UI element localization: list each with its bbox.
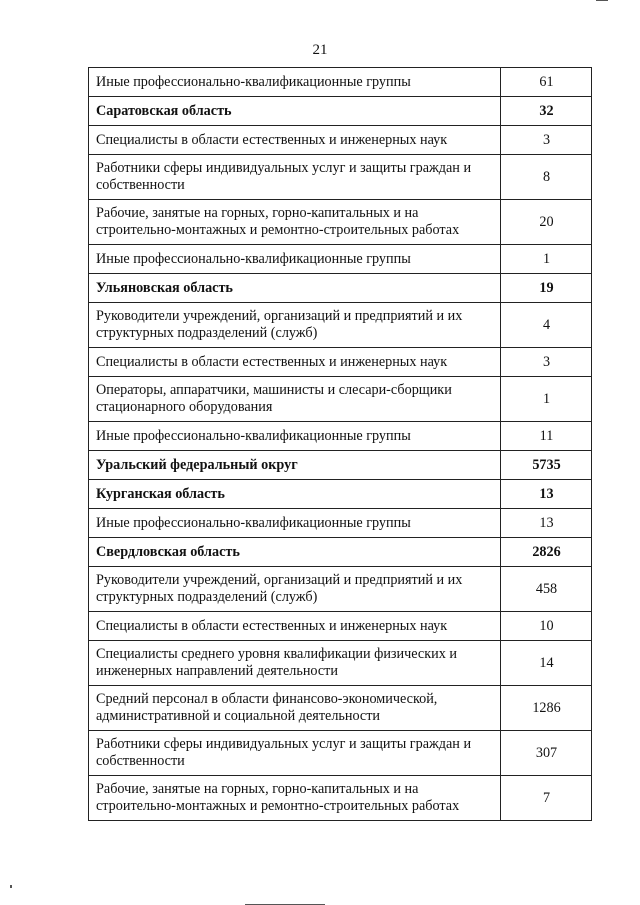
row-value: 32 bbox=[501, 97, 592, 126]
table-row bbox=[89, 274, 592, 303]
row-label: Работники сферы индивидуальных услуг и защиты граждан и собственности bbox=[89, 731, 501, 776]
table-body bbox=[89, 68, 592, 821]
table-row bbox=[89, 126, 592, 155]
row-label: Руководители учреждений, организаций и предприятий и их структурных подразделений (служб) bbox=[89, 303, 501, 348]
table-row bbox=[89, 422, 592, 451]
table-row bbox=[89, 97, 592, 126]
row-value: 1 bbox=[501, 245, 592, 274]
table-row bbox=[89, 776, 592, 821]
row-label: Рабочие, занятые на горных, горно-капитальных и на строительно-монтажных и ремонтно-строительных работах bbox=[89, 200, 501, 245]
table-row bbox=[89, 245, 592, 274]
page-number: 21 bbox=[312, 42, 328, 58]
scan-mark-left bbox=[10, 885, 12, 888]
row-value: 5735 bbox=[501, 451, 592, 480]
table-row bbox=[89, 538, 592, 567]
row-label: Ульяновская область bbox=[89, 274, 501, 303]
row-label: Средний персонал в области финансово-экономической, административной и социальной деятельности bbox=[89, 686, 501, 731]
row-value: 307 bbox=[501, 731, 592, 776]
row-value: 20 bbox=[501, 200, 592, 245]
row-value: 14 bbox=[501, 641, 592, 686]
table-row bbox=[89, 200, 592, 245]
row-value: 3 bbox=[501, 126, 592, 155]
row-value: 11 bbox=[501, 422, 592, 451]
row-label: Специалисты в области естественных и инженерных наук bbox=[89, 126, 501, 155]
row-label: Иные профессионально-квалификационные группы bbox=[89, 422, 501, 451]
table-row bbox=[89, 641, 592, 686]
table-row bbox=[89, 303, 592, 348]
row-value: 7 bbox=[501, 776, 592, 821]
row-value: 1286 bbox=[501, 686, 592, 731]
row-value: 13 bbox=[501, 509, 592, 538]
row-value: 13 bbox=[501, 480, 592, 509]
row-value: 19 bbox=[501, 274, 592, 303]
scan-mark-top bbox=[596, 0, 608, 1]
row-label: Иные профессионально-квалификационные группы bbox=[89, 245, 501, 274]
table-row bbox=[89, 348, 592, 377]
row-label: Работники сферы индивидуальных услуг и защиты граждан и собственности bbox=[89, 155, 501, 200]
row-value: 8 bbox=[501, 155, 592, 200]
row-label: Операторы, аппаратчики, машинисты и слесари-сборщики стационарного оборудования bbox=[89, 377, 501, 422]
row-value: 4 bbox=[501, 303, 592, 348]
row-value: 10 bbox=[501, 612, 592, 641]
row-value: 1 bbox=[501, 377, 592, 422]
row-label: Свердловская область bbox=[89, 538, 501, 567]
table-row bbox=[89, 155, 592, 200]
row-value: 61 bbox=[501, 68, 592, 97]
table-row bbox=[89, 68, 592, 97]
row-value: 2826 bbox=[501, 538, 592, 567]
table-row bbox=[89, 567, 592, 612]
table-row bbox=[89, 686, 592, 731]
table-row bbox=[89, 509, 592, 538]
row-label: Рабочие, занятые на горных, горно-капитальных и на строительно-монтажных и ремонтно-строительных работах bbox=[89, 776, 501, 821]
row-label: Саратовская область bbox=[89, 97, 501, 126]
row-label: Иные профессионально-квалификационные группы bbox=[89, 509, 501, 538]
row-label: Специалисты в области естественных и инженерных наук bbox=[89, 348, 501, 377]
row-value: 458 bbox=[501, 567, 592, 612]
row-label: Уральский федеральный округ bbox=[89, 451, 501, 480]
row-value: 3 bbox=[501, 348, 592, 377]
row-label: Курганская область bbox=[89, 480, 501, 509]
table-row bbox=[89, 612, 592, 641]
statistics-table bbox=[88, 67, 592, 821]
table-row bbox=[89, 480, 592, 509]
table-row bbox=[89, 731, 592, 776]
row-label: Руководители учреждений, организаций и предприятий и их структурных подразделений (служб) bbox=[89, 567, 501, 612]
row-label: Иные профессионально-квалификационные группы bbox=[89, 68, 501, 97]
table-row bbox=[89, 377, 592, 422]
row-label: Специалисты среднего уровня квалификации физических и инженерных направлений деятельности bbox=[89, 641, 501, 686]
table-row bbox=[89, 451, 592, 480]
row-label: Специалисты в области естественных и инженерных наук bbox=[89, 612, 501, 641]
